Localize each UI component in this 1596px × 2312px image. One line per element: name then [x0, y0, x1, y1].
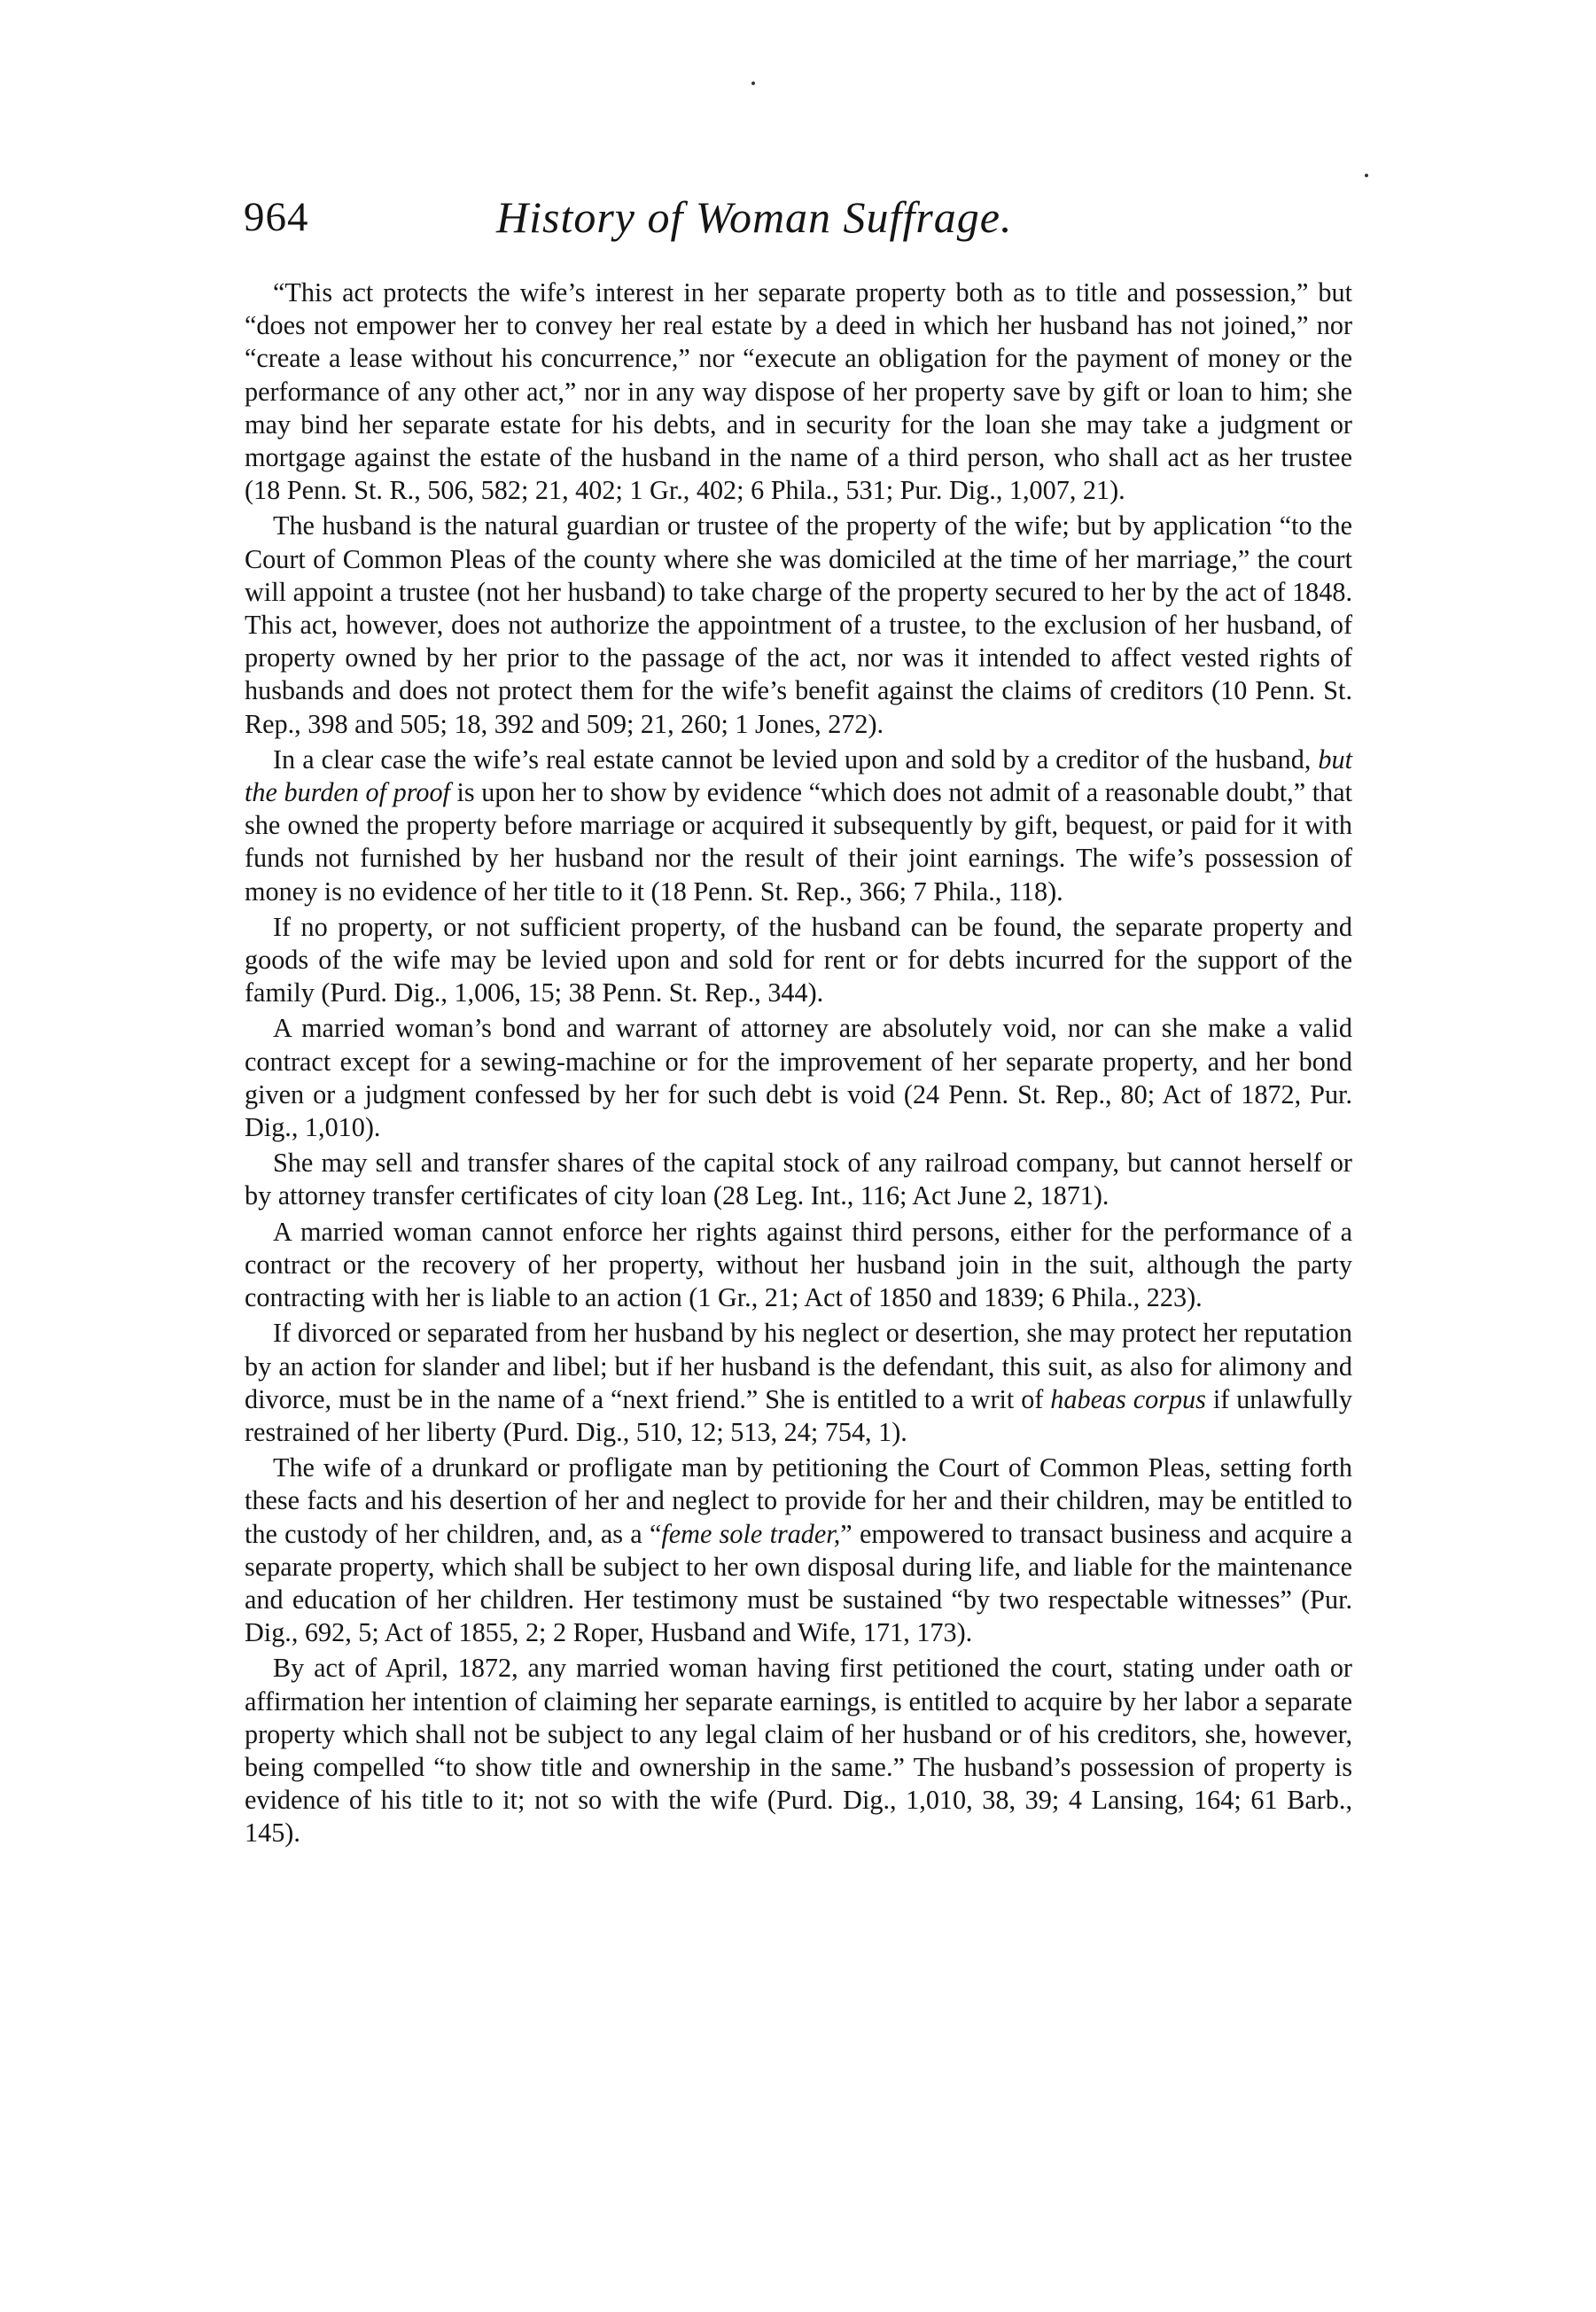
paragraph-text: The wife of a drunkard or profligate man by petitioning the Court of Common Pleas, setting forth these facts and his desertion of her and neglect to provide for her and their children, may be entitled to the custody of her children, and, as a “ — [245, 1452, 1352, 1549]
running-title: History of Woman Suffrage. — [496, 192, 1013, 242]
paragraph-levy-support: If no property, or not sufficient property, of the husband can be found, the separate property and goods of the wife may be levied upon and sold for rent or for debts incurred for the support of the family (Purd. Dig., 1,006, 15; 38 Penn. St. Rep., 344). — [245, 911, 1352, 1008]
paragraph-divorce-slander — [245, 1317, 1352, 1449]
paragraph-text: if unlawfully restrained of her liberty (Purd. Dig., 510, 12; 513, 24; 754, 1). — [245, 1383, 1352, 1447]
scan-speck — [1365, 174, 1368, 177]
italic-phrase: but the burden of proof — [245, 743, 1352, 808]
paragraph-burden-of-proof — [245, 743, 1352, 908]
paragraph-text: If divorced or separated from her husband by his neglect or desertion, she may protect her reputation by an action for slander and libel; but if her husband is the defendant, this suit, as also for alimony and divorce, must be in the name of a “next friend.” She is entitled to a writ of — [245, 1318, 1352, 1414]
paragraph-wife-interest: “This act protects the wife’s interest in her separate property both as to title and possession,” but “does not empower her to convey her real estate by a deed in which her husband has not joined,” nor “create a lease without his concurrence,” nor “execute an obligation for the payment of money or the performance of any other act,” nor in any way dispose of her property save by gift or loan to him; she may bind her separate estate for his debts, and in security for the loan she may take a judgment or mortgage against the estate of the husband in the name of a third person, who shall act as her trustee (18 Penn. St. R., 506, 582; 21, 402; 1 Gr., 402; 6 Phila., 531; Pur. Dig., 1,007, 21). — [245, 277, 1352, 506]
paragraph-railroad-stock: She may sell and transfer shares of the capital stock of any railroad company, but cannot herself or by attorney transfer certificates of city loan (28 Leg. Int., 116; Act June 2, 1871). — [245, 1148, 1352, 1211]
page-header — [244, 186, 1351, 248]
paragraph-enforce-rights: A married woman cannot enforce her rights against third persons, either for the performance of a contract or the recovery of her property, without her husband join in the suit, although the party contracting with her is liable to an action (1 Gr., 21; Act of 1850 and 1839; 6 Phila., 223). — [245, 1216, 1352, 1313]
italic-phrase: habeas corpus — [1050, 1383, 1206, 1414]
paragraph-separate-earnings: By act of April, 1872, any married woman having first petitioned the court, stating under oath or affirmation her intention of claiming her separate earnings, is entitled to acquire by her labor a separate property which shall not be subject to any legal claim of her husband or of his creditors, she, however, being compelled “to show title and ownership in the same.” The husband’s possession of property is evidence of his title to it; not so with the wife (Purd. Dig., 1,010, 38, 39; 4 Lansing, 164; 61 Barb., 145). — [245, 1653, 1352, 1849]
italic-phrase: feme sole trader, — [661, 1518, 841, 1549]
paragraph-text: ” empowered to transact business and acquire a separate property, which shall be subject to her own disposal during life, and liable for the maintenance and education of her children. Her testimony must be sustained “by two respectable witnesses” (Pur. Dig., 692, 5; Act of 1855, 2; 2 Roper, Husband and Wife, 171, 173). — [245, 1518, 1352, 1648]
paragraph-text: is upon her to show by evidence “which does not admit of a reasonable doubt,” that she owned the property before marriage or acquired it subsequently by gift, bequest, or paid for it with funds not furnished by her husband nor the result of their joint earnings. The wife’s possession of money is no evidence of her title to it (18 Penn. St. Rep., 366; 7 Phila., 118). — [245, 777, 1352, 907]
body-text — [245, 276, 1352, 1853]
paragraph-husband-guardian: The husband is the natural guardian or trustee of the property of the wife; but by application “to the Court of Common Pleas of the county where she was domiciled at the time of her marriage,” the court will appoint a trustee (not her husband) to take charge of the property secured to her by the act of 1848. This act, however, does not authorize the appointment of a trustee, to the exclusion of her husband, of property owned by her prior to the passage of the act, nor was it intended to affect vested rights of husbands and does not protect them for the wife’s benefit against the claims of creditors (10 Penn. St. Rep., 398 and 505; 18, 392 and 509; 21, 260; 1 Jones, 272). — [245, 510, 1352, 739]
paragraph-feme-sole-trader — [245, 1452, 1352, 1649]
scan-speck — [751, 82, 755, 85]
paragraph-bond-void: A married woman’s bond and warrant of attorney are absolutely void, nor can she make a valid contract except for a sewing-machine or for the improvement of her separate property, and her bond given or a judgment confessed by her for such debt is void (24 Penn. St. Rep., 80; Act of 1872, Pur. Dig., 1,010). — [245, 1013, 1352, 1143]
paragraph-text: In a clear case the wife’s real estate cannot be levied upon and sold by a creditor of the husband, — [273, 743, 1319, 775]
page-number: 964 — [244, 194, 309, 240]
